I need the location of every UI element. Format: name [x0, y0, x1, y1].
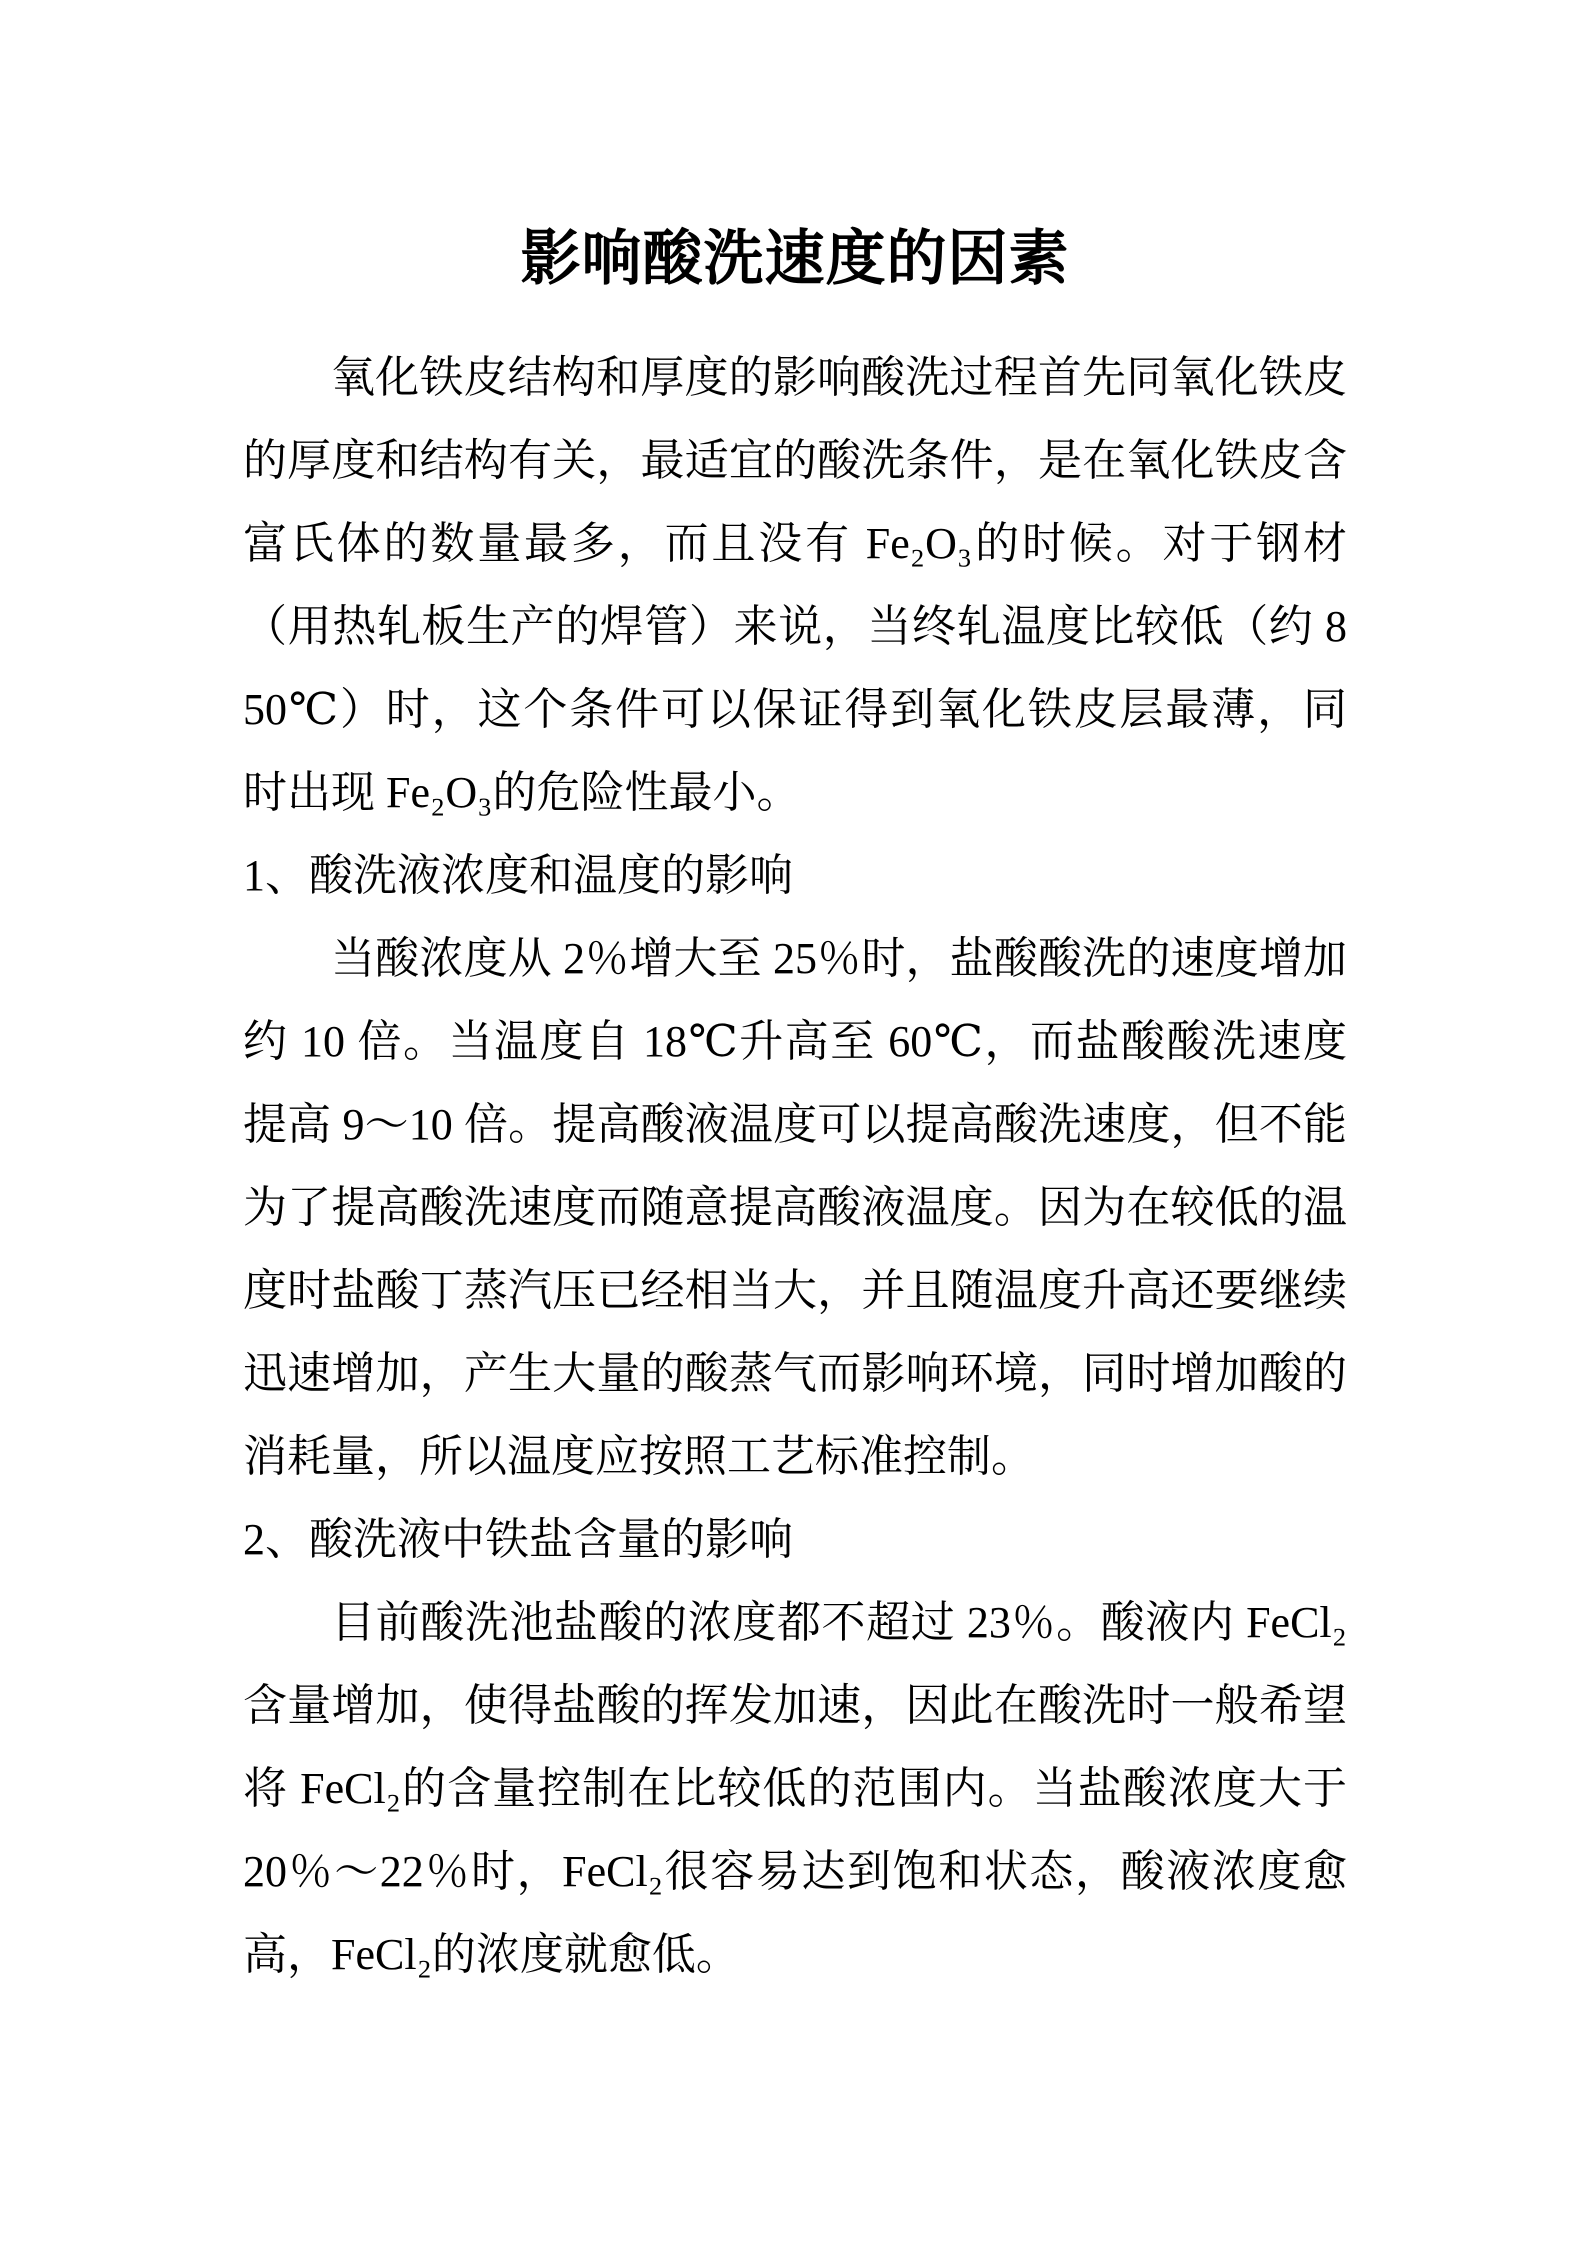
paragraph-iron-salt-content: 目前酸洗池盐酸的浓度都不超过 23％。酸液内 FeCl₂含量增加，使得盐酸的挥发加速，因此在酸洗时一般希望将 FeCl₂的含量控制在比较低的范围内。当盐酸浓度大于 20％～22％时，FeCl₂很容易达到饱和状态，酸液浓度愈高，FeCl₂的浓度就愈低。: [243, 1598, 1347, 1979]
document-body: [243, 336, 1347, 1996]
paragraph-oxide-scale: 氧化铁皮结构和厚度的影响酸洗过程首先同氧化铁皮的厚度和结构有关，最适宜的酸洗条件，是在氧化铁皮含富氏体的数量最多，而且没有 Fe₂O₃的时候。对于钢材（用热轧板生产的焊管）来说，当终轧温度比较低（约 850℃）时，这个条件可以保证得到氧化铁皮层最薄，同时出现 Fe₂O₃的危险性最小。: [243, 353, 1347, 817]
section-heading-1: 1、酸洗液浓度和温度的影响: [243, 851, 793, 900]
section-heading-2: 2、酸洗液中铁盐含量的影响: [243, 1515, 793, 1564]
document-title: 影响酸洗速度的因素: [520, 226, 1070, 292]
paragraph-concentration-temperature: 当酸浓度从 2％增大至 25％时，盐酸酸洗的速度增加约 10 倍。当温度自 18℃升高至 60℃，而盐酸酸洗速度提高 9～10 倍。提高酸液温度可以提高酸洗速度，但不能为了提高酸洗速度而随意提高酸液温度。因为在较低的温度时盐酸丁蒸汽压已经相当大，并且随温度升高还要继续迅速增加，产生大量的酸蒸气而影响环境，同时增加酸的消耗量，所以温度应按照工艺标准控制。: [243, 934, 1347, 1481]
